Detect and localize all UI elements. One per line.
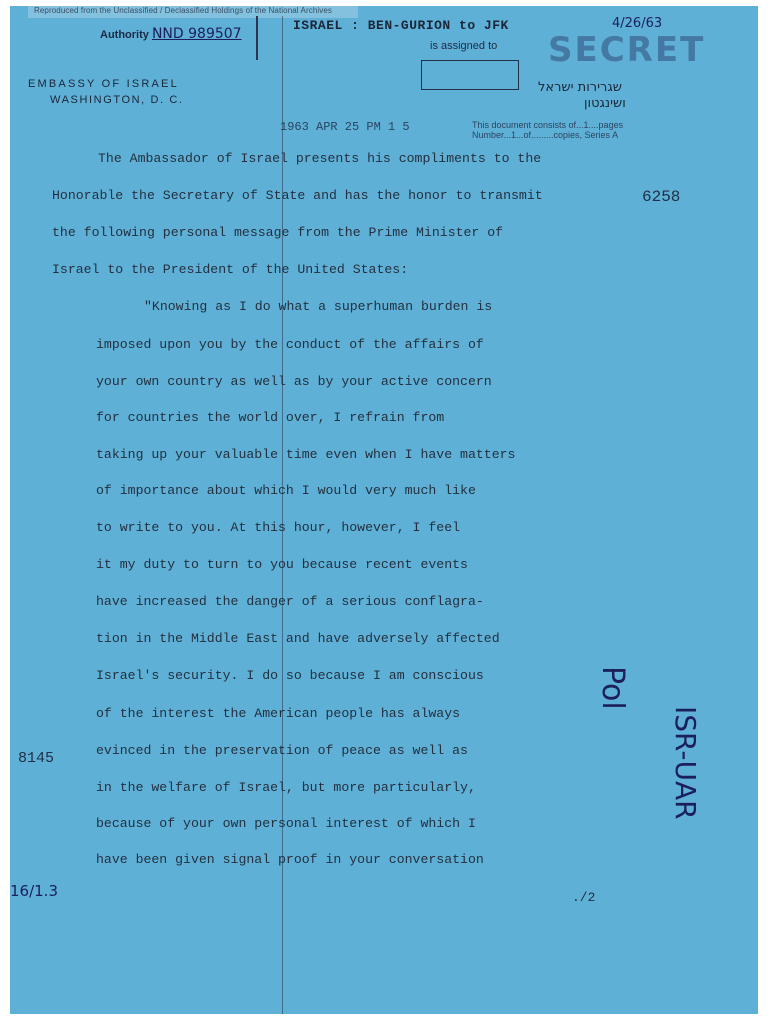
letter-line: Israel's security. I do so because I am conscious	[96, 668, 484, 683]
classification-stamp: SECRET	[548, 30, 706, 70]
letter-line: The Ambassador of Israel presents his compliments to the	[98, 151, 542, 166]
header-divider-left	[256, 16, 258, 60]
copy-count-line-1: This document consists of...1....pages	[472, 120, 624, 130]
letter-line: for countries the world over, I refrain from	[96, 410, 445, 425]
copy-count-stamp	[472, 120, 623, 140]
letter-line: your own country as well as by your active concern	[96, 374, 492, 389]
letter-line: because of your own personal interest of which I	[96, 816, 476, 831]
file-note-pol: Pol	[595, 666, 630, 710]
letter-line: "Knowing as I do what a superhuman burden is	[144, 299, 493, 314]
authority-stamp	[100, 26, 242, 42]
letter-line: it my duty to turn to you because recent events	[96, 557, 468, 572]
embassy-name-he: שגרירות ישראל	[538, 80, 622, 95]
letter-line: Honorable the Secretary of State and has the honor to transmit	[52, 188, 543, 203]
letter-line: of importance about which I would very much like	[96, 483, 476, 498]
letter-line: to write to you. At this hour, however, I feel	[96, 520, 461, 535]
handwritten-date: 4/26/63	[612, 16, 663, 31]
letter-line: evinced in the preservation of peace as well as	[96, 743, 468, 758]
received-stamp: 1963 APR 25 PM 1 5	[280, 120, 410, 134]
file-note-isr-uar: ISR-UAR	[669, 706, 702, 820]
archive-banner: Reproduced from the Unclassified / Declassified Holdings of the National Archives	[34, 6, 333, 15]
page-continuation: ./2	[572, 890, 596, 905]
margin-number-right: 6258	[642, 188, 681, 206]
handwritten-margin-note: 16/1.3	[10, 882, 58, 900]
letter-line: of the interest the American people has always	[96, 706, 461, 721]
letter-line: tion in the Middle East and have adversely affected	[96, 631, 500, 646]
letter-line: have been given signal proof in your conversation	[96, 852, 484, 867]
letter-line: imposed upon you by the conduct of the affairs of	[96, 337, 484, 352]
letter-line: the following personal message from the Prime Minister of	[52, 225, 504, 240]
embassy-city-he: ושינגטון	[584, 96, 626, 111]
margin-number-left: 8145	[18, 750, 55, 767]
assigned-box	[421, 60, 519, 90]
letter-line: taking up your valuable time even when I have matters	[96, 447, 516, 462]
letter-line: Israel to the President of the United States:	[52, 262, 409, 277]
embassy-name-en: EMBASSY OF ISRAEL	[28, 78, 179, 90]
assigned-label: is assigned to	[430, 40, 498, 52]
letter-line: in the welfare of Israel, but more particularly,	[96, 780, 476, 795]
letter-line: have increased the danger of a serious conflagra-	[96, 594, 484, 609]
document-page	[10, 6, 758, 1014]
authority-value: NND 989507	[151, 26, 242, 42]
copy-count-line-2: Number...1...of.........copies, Series A	[472, 130, 619, 140]
authority-label: Authority	[100, 29, 149, 41]
routing-line: ISRAEL : BEN-GURION to JFK	[293, 18, 509, 33]
embassy-city-en: WASHINGTON, D. C.	[50, 94, 184, 106]
